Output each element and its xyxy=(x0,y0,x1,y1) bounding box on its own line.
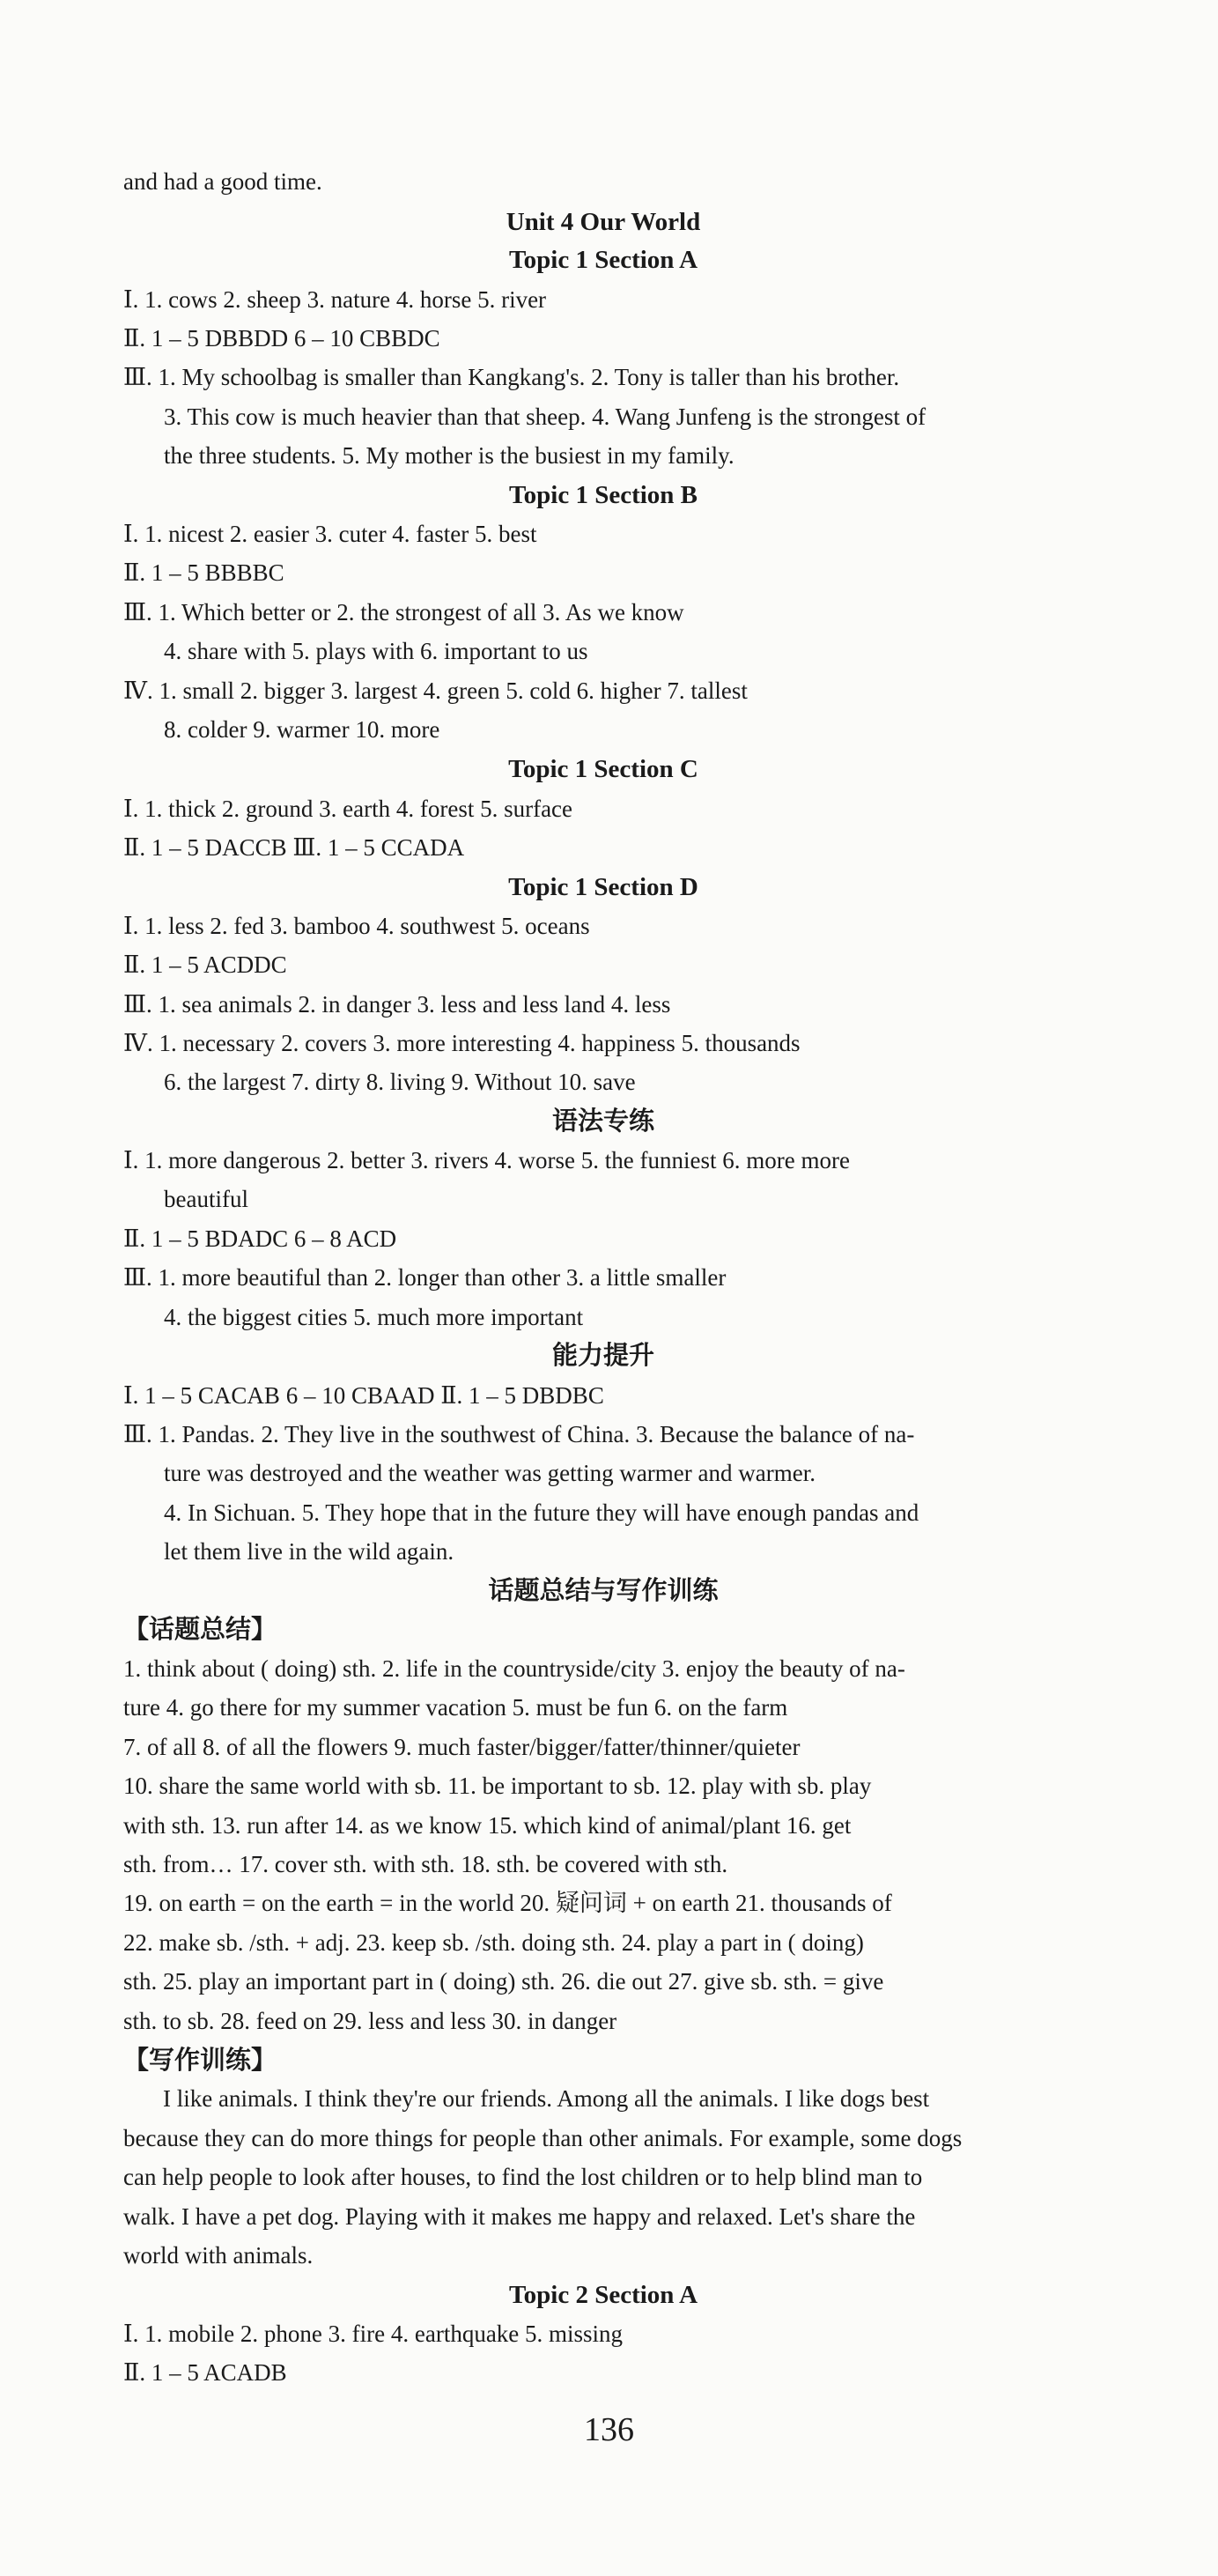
text-line: with sth. 13. run after 14. as we know 15. which kind of animal/plant 16. get xyxy=(123,1812,852,1839)
text-line: sth. 25. play an important part in ( doing) sth. 26. die out 27. give sb. sth. = give xyxy=(123,1968,884,1995)
text-line: Ⅰ. 1. more dangerous 2. better 3. rivers 4. worse 5. the funniest 6. more more xyxy=(123,1147,850,1173)
text-line: 1. think about ( doing) sth. 2. life in the countryside/city 3. enjoy the beauty of na- xyxy=(123,1655,905,1682)
text-line: Ⅲ. 1. Pandas. 2. They live in the southwest of China. 3. Because the balance of na- xyxy=(123,1421,915,1447)
text-line: Ⅲ. 1. sea animals 2. in danger 3. less and less land 4. less xyxy=(123,991,671,1018)
section-heading: 语法专练 xyxy=(551,1107,654,1136)
text-line: Ⅱ. 1 – 5 DBBDD 6 – 10 CBBDC xyxy=(123,325,440,352)
text-line: 7. of all 8. of all the flowers 9. much faster/bigger/fatter/thinner/quieter xyxy=(123,1734,801,1760)
text-line: 4. share with 5. plays with 6. important to us xyxy=(164,638,588,664)
text-line: Ⅳ. 1. small 2. bigger 3. largest 4. green 5. cold 6. higher 7. tallest xyxy=(123,677,748,704)
unit-heading: Unit 4 Our World xyxy=(506,208,701,236)
text-line: sth. from… 17. cover sth. with sth. 18. sth. be covered with sth. xyxy=(123,1851,728,1877)
text-line: Ⅰ. 1. mobile 2. phone 3. fire 4. earthquake 5. missing xyxy=(123,2321,624,2347)
text-line: Ⅲ. 1. more beautiful than 2. longer than other 3. a little smaller xyxy=(123,1264,727,1291)
subsection-label: 【话题总结】 xyxy=(123,1616,277,1644)
text-line: Ⅲ. 1. Which better or 2. the strongest of all 3. As we know xyxy=(123,599,684,625)
text-line: because they can do more things for people than other animals. For example, some dogs xyxy=(123,2125,963,2151)
text-line: 4. In Sichuan. 5. They hope that in the future they will have enough pandas and xyxy=(164,1499,919,1526)
section-heading: Topic 1 Section B xyxy=(508,481,698,509)
text-line: Ⅰ. 1. thick 2. ground 3. earth 4. forest 5. surface xyxy=(123,796,573,822)
text-line: I like animals. I think they're our friends. Among all the animals. I like dogs best xyxy=(163,2085,930,2112)
text-line: Ⅰ. 1. nicest 2. easier 3. cuter 4. faster 5. best xyxy=(123,521,537,547)
text-line: 4. the biggest cities 5. much more important xyxy=(164,1304,584,1330)
text-line: walk. I have a pet dog. Playing with it makes me happy and relaxed. Let's share the xyxy=(123,2203,916,2230)
text-line: Ⅰ. 1. cows 2. sheep 3. nature 4. horse 5. river xyxy=(123,286,547,313)
text-line: can help people to look after houses, to find the lost children or to help blind man to xyxy=(123,2164,923,2190)
section-heading: 话题总结与写作训练 xyxy=(488,1577,719,1605)
text-line: Ⅱ. 1 – 5 BBBBC xyxy=(123,559,284,586)
text-line: let them live in the wild again. xyxy=(164,1538,454,1565)
text-line: the three students. 5. My mother is the busiest in my family. xyxy=(164,442,734,469)
text-line: 3. This cow is much heavier than that sheep. 4. Wang Junfeng is the strongest of xyxy=(164,403,926,430)
text-line: ture 4. go there for my summer vacation 5. must be fun 6. on the farm xyxy=(123,1694,788,1721)
text-line: Ⅰ. 1 – 5 CACAB 6 – 10 CBAAD Ⅱ. 1 – 5 DBDBC xyxy=(123,1382,604,1409)
text-line: and had a good time. xyxy=(123,168,322,195)
page-number: 136 xyxy=(584,2411,634,2448)
section-heading: Topic 2 Section A xyxy=(508,2281,698,2309)
text-line: Ⅱ. 1 – 5 ACADB xyxy=(123,2359,287,2386)
section-heading: 能力提升 xyxy=(551,1342,654,1370)
text-line: 6. the largest 7. dirty 8. living 9. Without 10. save xyxy=(164,1069,636,1095)
text-line: Ⅱ. 1 – 5 ACDDC xyxy=(123,951,287,978)
text-line: 22. make sb. /sth. + adj. 23. keep sb. /sth. doing sth. 24. play a part in ( doing) xyxy=(123,1929,864,1956)
text-line: Ⅱ. 1 – 5 BDADC 6 – 8 ACD xyxy=(123,1225,397,1252)
text-line: 8. colder 9. warmer 10. more xyxy=(164,716,440,743)
text-line: 19. on earth = on the earth = in the world 20. 疑问词 + on earth 21. thousands of xyxy=(123,1890,892,1916)
text-line: Ⅱ. 1 – 5 DACCB Ⅲ. 1 – 5 CCADA xyxy=(123,834,465,861)
subsection-label: 【写作训练】 xyxy=(123,2047,277,2075)
text-line: sth. to sb. 28. feed on 29. less and less 30. in danger xyxy=(123,2008,617,2034)
text-line: Ⅳ. 1. necessary 2. covers 3. more interesting 4. happiness 5. thousands xyxy=(123,1030,801,1056)
text-line: Ⅰ. 1. less 2. fed 3. bamboo 4. southwest 5. oceans xyxy=(123,913,590,939)
section-heading: Topic 1 Section D xyxy=(508,873,698,901)
text-line: world with animals. xyxy=(123,2242,314,2269)
text-line: Ⅲ. 1. My schoolbag is smaller than Kangkang's. 2. Tony is taller than his brother. xyxy=(123,364,900,390)
text-line: beautiful xyxy=(164,1186,248,1212)
section-heading: Topic 1 Section A xyxy=(508,246,698,274)
section-heading: Topic 1 Section C xyxy=(508,755,698,783)
text-line: ture was destroyed and the weather was getting warmer and warmer. xyxy=(164,1460,816,1486)
text-line: 10. share the same world with sb. 11. be important to sb. 12. play with sb. play xyxy=(123,1773,872,1799)
